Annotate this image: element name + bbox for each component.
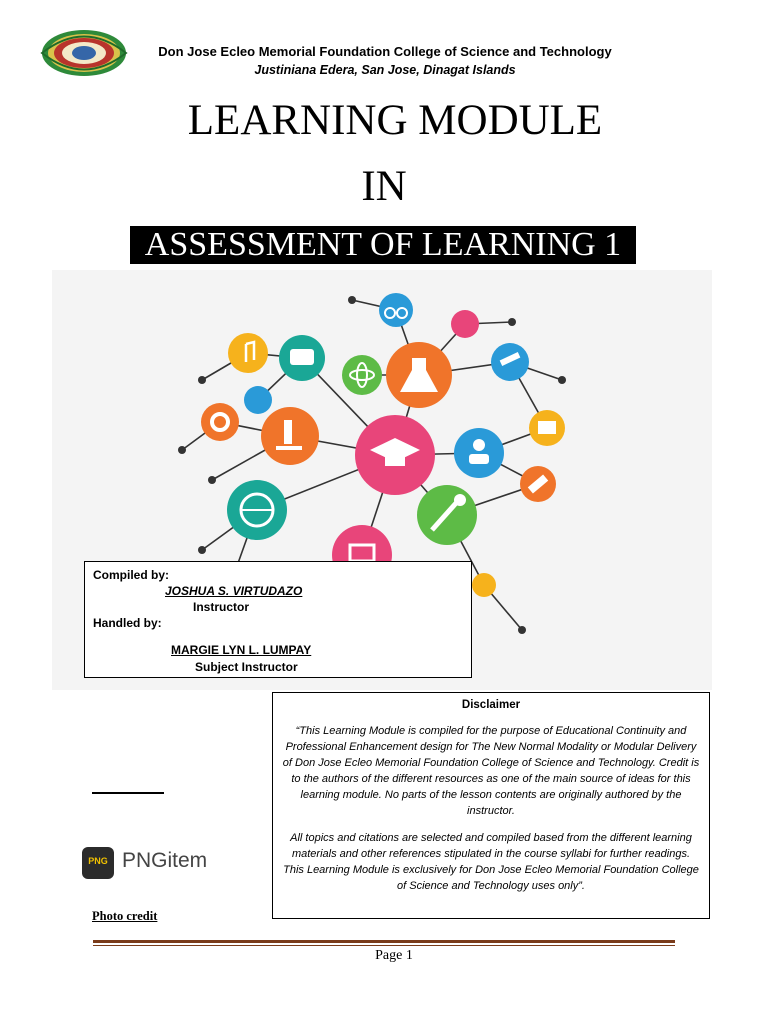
pngitem-logo-icon	[82, 847, 114, 879]
institution-address: Justiniana Edera, San Jose, Dinagat Islands	[254, 63, 516, 77]
module-subject-banner: ASSESSMENT OF LEARNING 1	[130, 226, 636, 264]
credits-box	[84, 561, 472, 678]
music-note-icon	[228, 333, 268, 373]
compiled-by-label: Compiled by:	[93, 568, 170, 582]
teacher-icon	[454, 428, 504, 478]
disclaimer-paragraph-2: All topics and citations are selected and compiled based from the different learning materials and other references stipulated in the course syllabi for further readings. This Learning Module is exclusively for Don Jose Ecleo Memorial Foundation College of Science and Technology uses only”.	[283, 832, 699, 892]
photo-credit: Photo credit	[92, 909, 158, 923]
compiler-role: Instructor	[193, 600, 250, 614]
pngitem-wordmark: PNGitem	[122, 849, 208, 872]
gear-icon	[201, 403, 239, 441]
module-title-line-2: IN	[361, 163, 407, 210]
footer-rule-thin	[93, 945, 675, 946]
handler-role: Subject Instructor	[195, 660, 298, 674]
divider	[92, 792, 164, 794]
page-number: Page 1	[375, 948, 413, 963]
compiler-name: JOSHUA S. VIRTUDAZO	[165, 584, 303, 598]
disclaimer-box	[272, 692, 710, 919]
pngitem-badge: PNG	[88, 856, 108, 866]
module-title-line-1: LEARNING MODULE	[187, 97, 603, 144]
handler-name: MARGIE LYN L. LUMPAY	[171, 643, 312, 657]
institution-name: Don Jose Ecleo Memorial Foundation College of Science and Technology	[158, 44, 612, 59]
atom-icon	[342, 355, 382, 395]
bicycle-icon	[379, 293, 413, 327]
footer-rule	[93, 940, 675, 943]
college-seal-logo	[40, 28, 128, 78]
handled-by-label: Handled by:	[93, 616, 162, 630]
disclaimer-paragraph-1: “This Learning Module is compiled for the purpose of Educational Continuity and Professional Enhancement design for The New Normal Modality or Modular Delivery of Don Jose Ecleo Memorial Foundation College of Science and Technology. Credit is to the authors of the different resources as one of the main source of ideas for this learning module. No parts of the lesson contents are originally authored by the instructor.	[282, 725, 700, 817]
disclaimer-title: Disclaimer	[461, 699, 521, 711]
